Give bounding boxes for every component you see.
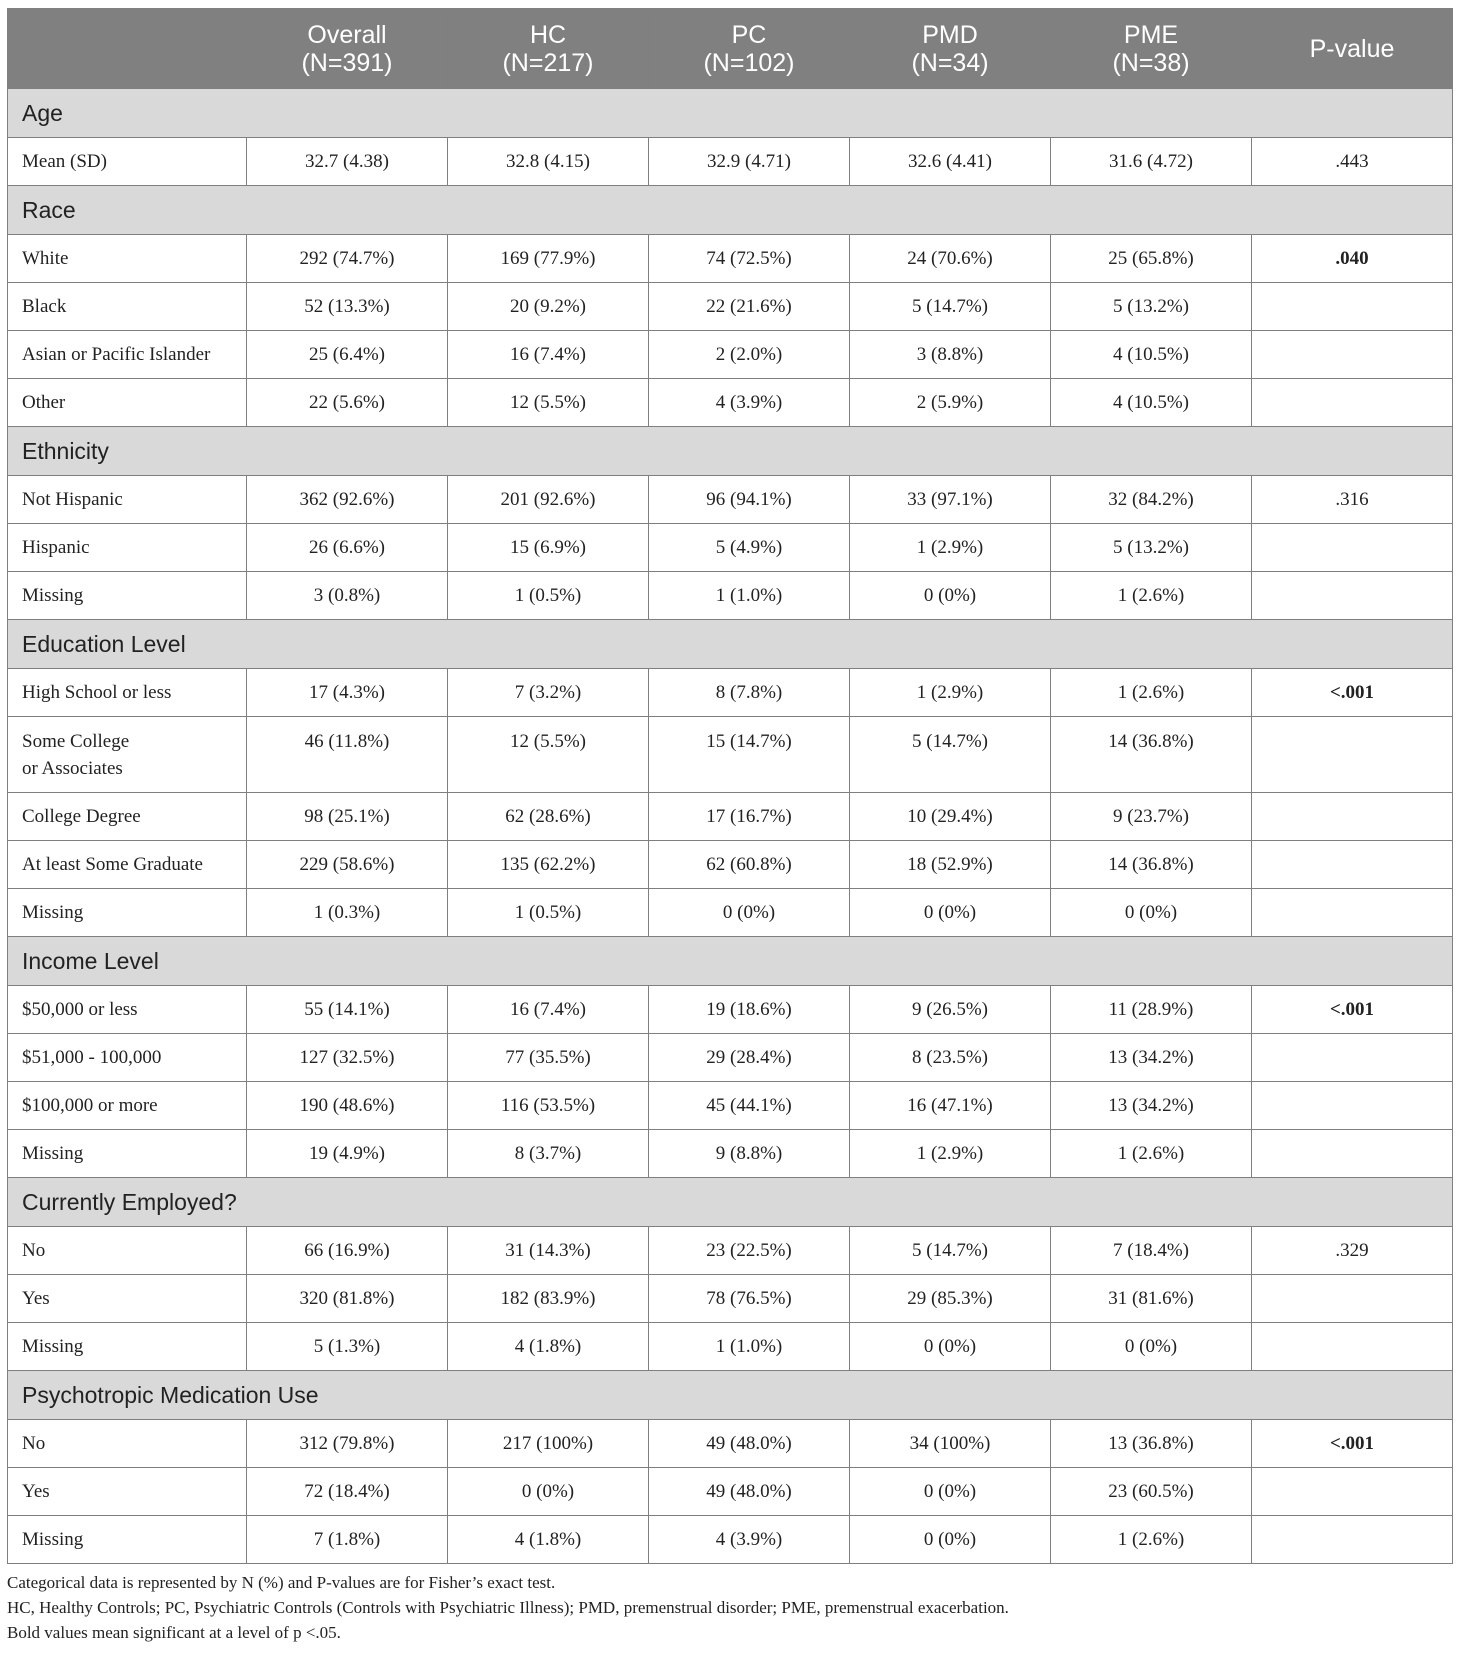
value-cell: 25 (65.8%) <box>1051 235 1252 283</box>
value-cell: 31 (81.6%) <box>1051 1275 1252 1323</box>
table-row <box>8 235 1453 283</box>
value-cell: 0 (0%) <box>850 889 1051 937</box>
value-cell: 49 (48.0%) <box>649 1420 850 1468</box>
header-blank <box>8 9 247 89</box>
value-cell: 31.6 (4.72) <box>1051 138 1252 186</box>
value-cell: 32.9 (4.71) <box>649 138 850 186</box>
value-cell: 116 (53.5%) <box>448 1082 649 1130</box>
row-label: Not Hispanic <box>8 476 247 524</box>
value-cell: 22 (5.6%) <box>247 379 448 427</box>
value-cell: 5 (14.7%) <box>850 1227 1051 1275</box>
section-title: Age <box>8 89 1453 138</box>
value-cell: 312 (79.8%) <box>247 1420 448 1468</box>
header-label: Overall <box>307 20 387 49</box>
value-cell: 22 (21.6%) <box>649 283 850 331</box>
value-cell: 16 (7.4%) <box>448 986 649 1034</box>
header-count: (N=217) <box>502 48 594 77</box>
value-cell: 9 (8.8%) <box>649 1130 850 1178</box>
table-row <box>8 1275 1453 1323</box>
value-cell: 96 (94.1%) <box>649 476 850 524</box>
p-value-cell <box>1252 1468 1453 1516</box>
table-row <box>8 476 1453 524</box>
section-title: Ethnicity <box>8 427 1453 476</box>
p-value-cell <box>1252 1323 1453 1371</box>
value-cell: 7 (18.4%) <box>1051 1227 1252 1275</box>
p-value-cell <box>1252 1130 1453 1178</box>
value-cell: 18 (52.9%) <box>850 841 1051 889</box>
value-cell: 1 (0.5%) <box>448 572 649 620</box>
table-header-row <box>8 9 1453 89</box>
section-header-row <box>8 427 1453 476</box>
value-cell: 74 (72.5%) <box>649 235 850 283</box>
value-cell: 34 (100%) <box>850 1420 1051 1468</box>
row-label: Other <box>8 379 247 427</box>
value-cell: 55 (14.1%) <box>247 986 448 1034</box>
value-cell: 10 (29.4%) <box>850 793 1051 841</box>
value-cell: 0 (0%) <box>850 1468 1051 1516</box>
value-cell: 5 (4.9%) <box>649 524 850 572</box>
p-value-cell: <.001 <box>1252 1420 1453 1468</box>
value-cell: 26 (6.6%) <box>247 524 448 572</box>
value-cell: 4 (10.5%) <box>1051 379 1252 427</box>
table-row <box>8 986 1453 1034</box>
header-count: (N=34) <box>911 48 989 77</box>
table-row <box>8 889 1453 937</box>
row-label: Missing <box>8 889 247 937</box>
table-row <box>8 524 1453 572</box>
row-label: At least Some Graduate <box>8 841 247 889</box>
value-cell: 0 (0%) <box>1051 889 1252 937</box>
value-cell: 32.8 (4.15) <box>448 138 649 186</box>
value-cell: 1 (2.9%) <box>850 1130 1051 1178</box>
value-cell: 16 (7.4%) <box>448 331 649 379</box>
value-cell: 14 (36.8%) <box>1051 841 1252 889</box>
header-label: PC <box>731 20 767 49</box>
value-cell: 32.6 (4.41) <box>850 138 1051 186</box>
value-cell: 15 (14.7%) <box>649 717 850 793</box>
value-cell: 19 (18.6%) <box>649 986 850 1034</box>
value-cell: 20 (9.2%) <box>448 283 649 331</box>
row-label: Missing <box>8 1323 247 1371</box>
value-cell: 45 (44.1%) <box>649 1082 850 1130</box>
value-cell: 1 (2.6%) <box>1051 669 1252 717</box>
value-cell: 135 (62.2%) <box>448 841 649 889</box>
header-pc <box>649 9 850 89</box>
header-label: PME <box>1123 20 1179 49</box>
value-cell: 12 (5.5%) <box>448 379 649 427</box>
p-value-cell <box>1252 1034 1453 1082</box>
table-row <box>8 379 1453 427</box>
table-row <box>8 1420 1453 1468</box>
value-cell: 17 (16.7%) <box>649 793 850 841</box>
table-row <box>8 1323 1453 1371</box>
value-cell: 13 (34.2%) <box>1051 1034 1252 1082</box>
p-value-cell <box>1252 283 1453 331</box>
value-cell: 5 (13.2%) <box>1051 524 1252 572</box>
value-cell: 4 (3.9%) <box>649 1516 850 1564</box>
value-cell: 16 (47.1%) <box>850 1082 1051 1130</box>
value-cell: 13 (36.8%) <box>1051 1420 1252 1468</box>
value-cell: 1 (0.5%) <box>448 889 649 937</box>
value-cell: 49 (48.0%) <box>649 1468 850 1516</box>
section-header-row <box>8 186 1453 235</box>
row-label: Asian or Pacific Islander <box>8 331 247 379</box>
value-cell: 7 (1.8%) <box>247 1516 448 1564</box>
header-count: (N=102) <box>703 48 795 77</box>
row-label: Some College or Associates <box>8 717 247 793</box>
section-title: Income Level <box>8 937 1453 986</box>
p-value-cell <box>1252 524 1453 572</box>
p-value-cell <box>1252 379 1453 427</box>
p-value-cell: <.001 <box>1252 669 1453 717</box>
table-row <box>8 1516 1453 1564</box>
value-cell: 11 (28.9%) <box>1051 986 1252 1034</box>
table-row <box>8 138 1453 186</box>
value-cell: 2 (2.0%) <box>649 331 850 379</box>
table-row <box>8 841 1453 889</box>
value-cell: 1 (1.0%) <box>649 1323 850 1371</box>
footnote: HC, Healthy Controls; PC, Psychiatric Controls (Controls with Psychiatric Illness); PMD, premenstrual disorder; PME, premenstrual exacerbation. <box>7 1598 1009 1617</box>
value-cell: 5 (1.3%) <box>247 1323 448 1371</box>
value-cell: 2 (5.9%) <box>850 379 1051 427</box>
value-cell: 7 (3.2%) <box>448 669 649 717</box>
header-count: (N=391) <box>301 48 393 77</box>
value-cell: 78 (76.5%) <box>649 1275 850 1323</box>
value-cell: 33 (97.1%) <box>850 476 1051 524</box>
value-cell: 0 (0%) <box>448 1468 649 1516</box>
p-value-cell: <.001 <box>1252 986 1453 1034</box>
p-value-cell <box>1252 1516 1453 1564</box>
value-cell: 1 (2.6%) <box>1051 1130 1252 1178</box>
value-cell: 98 (25.1%) <box>247 793 448 841</box>
value-cell: 1 (1.0%) <box>649 572 850 620</box>
value-cell: 25 (6.4%) <box>247 331 448 379</box>
value-cell: 62 (28.6%) <box>448 793 649 841</box>
table-row <box>8 331 1453 379</box>
header-pmd <box>850 9 1051 89</box>
value-cell: 0 (0%) <box>649 889 850 937</box>
p-value-cell <box>1252 572 1453 620</box>
p-value-cell: .329 <box>1252 1227 1453 1275</box>
section-header-row <box>8 937 1453 986</box>
row-label: No <box>8 1227 247 1275</box>
value-cell: 23 (22.5%) <box>649 1227 850 1275</box>
value-cell: 3 (0.8%) <box>247 572 448 620</box>
p-value-cell <box>1252 889 1453 937</box>
row-label: Missing <box>8 1516 247 1564</box>
value-cell: 32.7 (4.38) <box>247 138 448 186</box>
value-cell: 77 (35.5%) <box>448 1034 649 1082</box>
p-value-cell <box>1252 331 1453 379</box>
table-row <box>8 283 1453 331</box>
value-cell: 1 (2.9%) <box>850 669 1051 717</box>
value-cell: 362 (92.6%) <box>247 476 448 524</box>
section-header-row <box>8 89 1453 138</box>
value-cell: 229 (58.6%) <box>247 841 448 889</box>
section-title: Currently Employed? <box>8 1178 1453 1227</box>
value-cell: 19 (4.9%) <box>247 1130 448 1178</box>
row-label: Missing <box>8 1130 247 1178</box>
value-cell: 127 (32.5%) <box>247 1034 448 1082</box>
value-cell: 1 (2.9%) <box>850 524 1051 572</box>
value-cell: 29 (28.4%) <box>649 1034 850 1082</box>
value-cell: 0 (0%) <box>850 572 1051 620</box>
section-title: Race <box>8 186 1453 235</box>
value-cell: 3 (8.8%) <box>850 331 1051 379</box>
value-cell: 190 (48.6%) <box>247 1082 448 1130</box>
p-value-cell: .040 <box>1252 235 1453 283</box>
p-value-cell <box>1252 1082 1453 1130</box>
value-cell: 52 (13.3%) <box>247 283 448 331</box>
value-cell: 217 (100%) <box>448 1420 649 1468</box>
value-cell: 15 (6.9%) <box>448 524 649 572</box>
table-row <box>8 1130 1453 1178</box>
footnote: Bold values mean significant at a level of p <.05. <box>7 1623 341 1642</box>
section-title: Psychotropic Medication Use <box>8 1371 1453 1420</box>
value-cell: 9 (23.7%) <box>1051 793 1252 841</box>
row-label: Yes <box>8 1275 247 1323</box>
row-label: College Degree <box>8 793 247 841</box>
section-header-row <box>8 620 1453 669</box>
row-label: White <box>8 235 247 283</box>
row-label: $50,000 or less <box>8 986 247 1034</box>
table-row <box>8 669 1453 717</box>
value-cell: 23 (60.5%) <box>1051 1468 1252 1516</box>
table-container <box>7 8 1452 1645</box>
value-cell: 1 (0.3%) <box>247 889 448 937</box>
value-cell: 13 (34.2%) <box>1051 1082 1252 1130</box>
value-cell: 8 (23.5%) <box>850 1034 1051 1082</box>
table-row <box>8 1468 1453 1516</box>
value-cell: 1 (2.6%) <box>1051 572 1252 620</box>
value-cell: 8 (3.7%) <box>448 1130 649 1178</box>
table-row <box>8 1227 1453 1275</box>
section-header-row <box>8 1371 1453 1420</box>
table-footnotes <box>7 1570 1452 1645</box>
value-cell: 5 (14.7%) <box>850 283 1051 331</box>
value-cell: 31 (14.3%) <box>448 1227 649 1275</box>
header-label: HC <box>529 20 567 49</box>
value-cell: 17 (4.3%) <box>247 669 448 717</box>
value-cell: 12 (5.5%) <box>448 717 649 793</box>
row-label: Missing <box>8 572 247 620</box>
p-value-cell <box>1252 841 1453 889</box>
value-cell: 320 (81.8%) <box>247 1275 448 1323</box>
header-count: (N=38) <box>1112 48 1190 77</box>
table-row <box>8 1034 1453 1082</box>
value-cell: 4 (10.5%) <box>1051 331 1252 379</box>
row-label: $51,000 - 100,000 <box>8 1034 247 1082</box>
value-cell: 1 (2.6%) <box>1051 1516 1252 1564</box>
row-label: High School or less <box>8 669 247 717</box>
value-cell: 24 (70.6%) <box>850 235 1051 283</box>
value-cell: 29 (85.3%) <box>850 1275 1051 1323</box>
value-cell: 9 (26.5%) <box>850 986 1051 1034</box>
row-label: Yes <box>8 1468 247 1516</box>
header-pme <box>1051 9 1252 89</box>
value-cell: 46 (11.8%) <box>247 717 448 793</box>
p-value-cell: .443 <box>1252 138 1453 186</box>
section-title: Education Level <box>8 620 1453 669</box>
value-cell: 201 (92.6%) <box>448 476 649 524</box>
value-cell: 14 (36.8%) <box>1051 717 1252 793</box>
row-label: Mean (SD) <box>8 138 247 186</box>
value-cell: 0 (0%) <box>1051 1323 1252 1371</box>
table-row <box>8 572 1453 620</box>
row-label: Hispanic <box>8 524 247 572</box>
row-label: Black <box>8 283 247 331</box>
table-row <box>8 1082 1453 1130</box>
value-cell: 4 (3.9%) <box>649 379 850 427</box>
value-cell: 169 (77.9%) <box>448 235 649 283</box>
table-row <box>8 793 1453 841</box>
section-header-row <box>8 1178 1453 1227</box>
table-row <box>8 717 1453 793</box>
value-cell: 182 (83.9%) <box>448 1275 649 1323</box>
p-value-cell <box>1252 793 1453 841</box>
value-cell: 0 (0%) <box>850 1323 1051 1371</box>
value-cell: 8 (7.8%) <box>649 669 850 717</box>
value-cell: 72 (18.4%) <box>247 1468 448 1516</box>
p-value-cell <box>1252 717 1453 793</box>
p-value-cell <box>1252 1275 1453 1323</box>
header-p-value <box>1252 9 1453 89</box>
value-cell: 66 (16.9%) <box>247 1227 448 1275</box>
value-cell: 0 (0%) <box>850 1516 1051 1564</box>
header-hc <box>448 9 649 89</box>
demographics-table <box>7 8 1453 1564</box>
value-cell: 5 (13.2%) <box>1051 283 1252 331</box>
value-cell: 5 (14.7%) <box>850 717 1051 793</box>
value-cell: 62 (60.8%) <box>649 841 850 889</box>
header-label: PMD <box>922 20 978 49</box>
row-label: No <box>8 1420 247 1468</box>
value-cell: 32 (84.2%) <box>1051 476 1252 524</box>
value-cell: 4 (1.8%) <box>448 1323 649 1371</box>
p-value-cell: .316 <box>1252 476 1453 524</box>
header-overall <box>247 9 448 89</box>
value-cell: 292 (74.7%) <box>247 235 448 283</box>
footnote: Categorical data is represented by N (%) and P-values are for Fisher’s exact test. <box>7 1573 556 1592</box>
row-label: $100,000 or more <box>8 1082 247 1130</box>
header-label: P-value <box>1309 34 1395 63</box>
value-cell: 4 (1.8%) <box>448 1516 649 1564</box>
